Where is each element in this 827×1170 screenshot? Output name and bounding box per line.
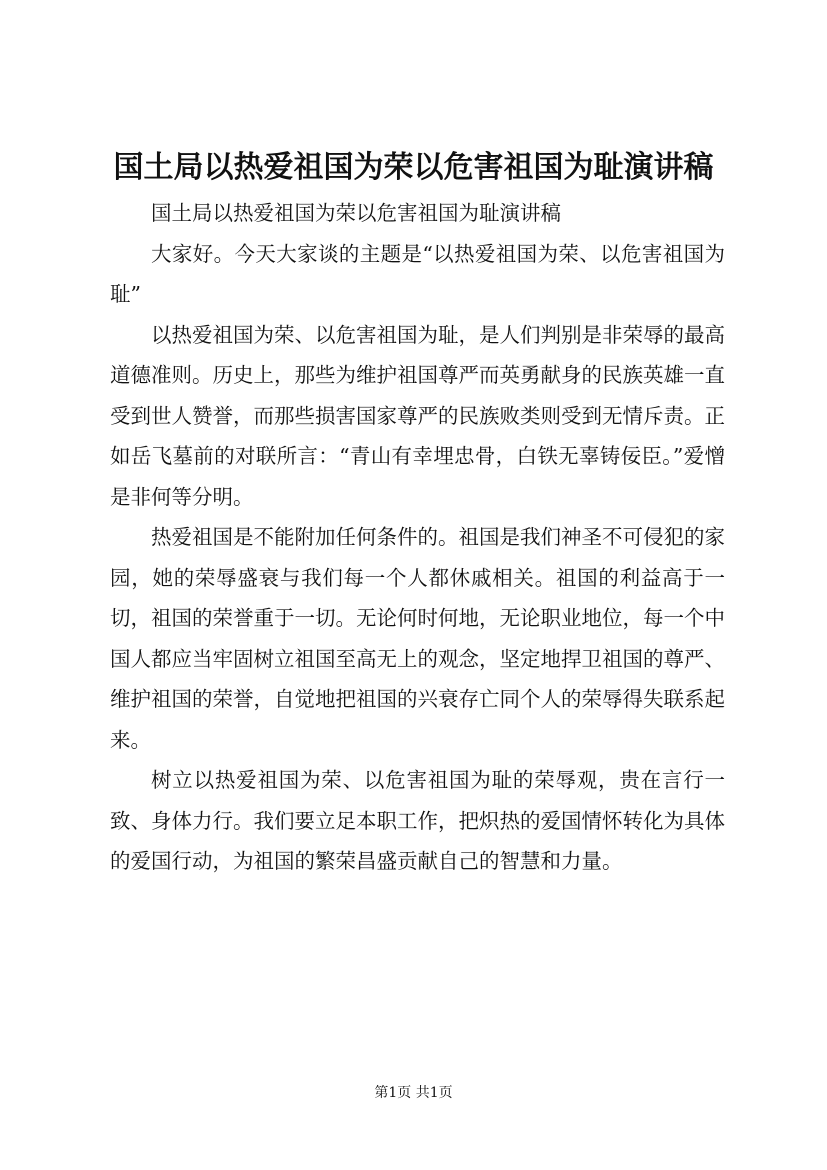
paragraph-2: 热爱祖国是不能附加任何条件的。祖国是我们神圣不可侵犯的家园，她的荣辱盛衰与我们每一个人都休戚相关。祖国的利益高于一切，祖国的荣誉重于一切。无论何时何地，无论职业地位，每一个中国人都应当牢固树立祖国至高无上的观念，坚定地捍卫祖国的尊严、维护祖国的荣誉，自觉地把祖国的兴衰存亡同个人的荣辱得失联系起来。 [110,525,725,752]
document-body [110,193,725,882]
paragraph-1: 以热爱祖国为荣、以危害祖国为耻，是人们判别是非荣辱的最高道德准则。历史上，那些为维护祖国尊严而英勇献身的民族英雄一直受到世人赞誉，而那些损害国家尊严的民族败类则受到无情斥责。正如岳飞墓前的对联所言：“青山有幸埋忠骨，白铁无辜铸佞臣。”爱憎是非何等分明。 [110,322,725,509]
page-footer: 第1页 共1页 [374,1085,453,1101]
paragraph-greeting: 大家好。今天大家谈的主题是“以热爱祖国为荣、以危害祖国为耻” [110,241,725,306]
document-title: 国土局以热爱祖国为荣以危害祖国为耻演讲稿 [113,150,714,185]
paragraph-3: 树立以热爱祖国为荣、以危害祖国为耻的荣辱观，贵在言行一致、身体力行。我们要立足本职工作，把炽热的爱国情怀转化为具体的爱国行动，为祖国的繁荣昌盛贡献自己的智慧和力量。 [110,768,725,873]
paragraph-subtitle: 国土局以热爱祖国为荣以危害祖国为耻演讲稿 [151,201,561,225]
